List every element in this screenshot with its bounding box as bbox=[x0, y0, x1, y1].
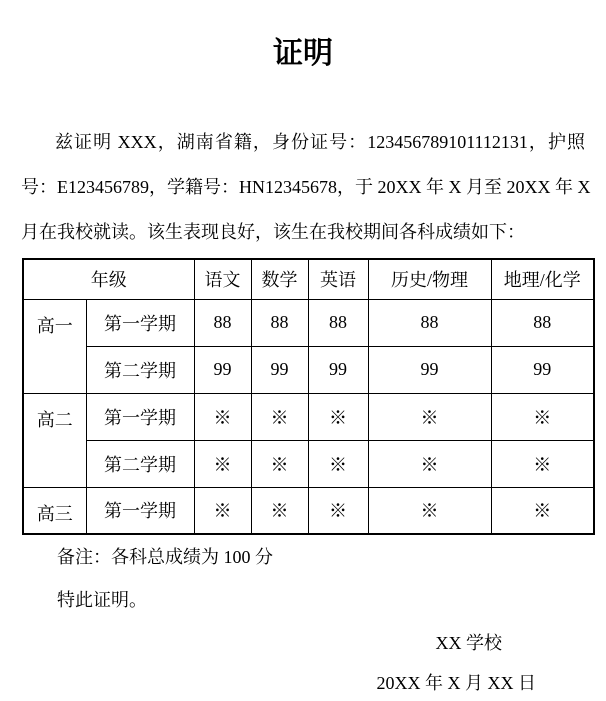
header-subject-geography-chemistry: 地理/化学 bbox=[491, 259, 594, 299]
score-cell: ※ bbox=[308, 487, 368, 534]
table-row bbox=[23, 487, 594, 534]
grade-cell: 高三 bbox=[23, 487, 86, 534]
score-cell: ※ bbox=[308, 440, 368, 487]
grade-cell: 高二 bbox=[23, 393, 86, 487]
score-cell: ※ bbox=[491, 440, 594, 487]
semester-cell: 第二学期 bbox=[86, 440, 194, 487]
score-cell: 88 bbox=[308, 299, 368, 346]
score-cell: 99 bbox=[251, 346, 308, 393]
semester-cell: 第一学期 bbox=[86, 487, 194, 534]
score-cell: ※ bbox=[194, 393, 251, 440]
table-header-row bbox=[23, 259, 594, 299]
score-cell: ※ bbox=[491, 487, 594, 534]
score-cell: ※ bbox=[251, 487, 308, 534]
school-name: XX 学校 bbox=[435, 633, 502, 653]
score-cell: 88 bbox=[194, 299, 251, 346]
header-subject-math: 数学 bbox=[251, 259, 308, 299]
score-cell: ※ bbox=[308, 393, 368, 440]
body-paragraph bbox=[21, 120, 591, 255]
score-cell: ※ bbox=[194, 487, 251, 534]
score-cell: ※ bbox=[368, 440, 491, 487]
page-title: 证明 bbox=[273, 37, 333, 70]
body-line-3: 月在我校就读。该生表现良好，该生在我校期间各科成绩如下： bbox=[21, 222, 525, 242]
notes-block bbox=[57, 536, 585, 622]
remark-note: 备注：各科总成绩为 100 分 bbox=[57, 547, 273, 567]
semester-cell: 第二学期 bbox=[86, 346, 194, 393]
score-cell: ※ bbox=[491, 393, 594, 440]
closing-note: 特此证明。 bbox=[57, 590, 147, 610]
grades-table bbox=[22, 258, 595, 535]
score-cell: ※ bbox=[368, 393, 491, 440]
score-cell: ※ bbox=[251, 440, 308, 487]
table-row bbox=[23, 393, 594, 440]
score-cell: 99 bbox=[368, 346, 491, 393]
table-row bbox=[23, 440, 594, 487]
score-cell: 88 bbox=[368, 299, 491, 346]
header-grade: 年级 bbox=[23, 259, 194, 299]
semester-cell: 第一学期 bbox=[86, 299, 194, 346]
body-line-1: 兹证明 XXX，湖南省籍，身份证号：123456789101112131，护照 bbox=[55, 132, 585, 152]
header-subject-english: 英语 bbox=[308, 259, 368, 299]
score-cell: ※ bbox=[368, 487, 491, 534]
table-row bbox=[23, 299, 594, 346]
semester-cell: 第一学期 bbox=[86, 393, 194, 440]
signature-date: 20XX 年 X 月 XX 日 bbox=[376, 673, 536, 693]
score-cell: 88 bbox=[491, 299, 594, 346]
body-line-2: 号：E123456789，学籍号：HN12345678，于 20XX 年 X 月至 20XX 年 X bbox=[21, 177, 591, 197]
table-row bbox=[23, 346, 594, 393]
header-subject-chinese: 语文 bbox=[194, 259, 251, 299]
signature-block bbox=[21, 623, 585, 701]
header-subject-history-physics: 历史/物理 bbox=[368, 259, 491, 299]
score-cell: 99 bbox=[194, 346, 251, 393]
score-cell: ※ bbox=[251, 393, 308, 440]
score-cell: 99 bbox=[308, 346, 368, 393]
grade-cell: 高一 bbox=[23, 299, 86, 393]
score-cell: 99 bbox=[491, 346, 594, 393]
score-cell: 88 bbox=[251, 299, 308, 346]
score-cell: ※ bbox=[194, 440, 251, 487]
